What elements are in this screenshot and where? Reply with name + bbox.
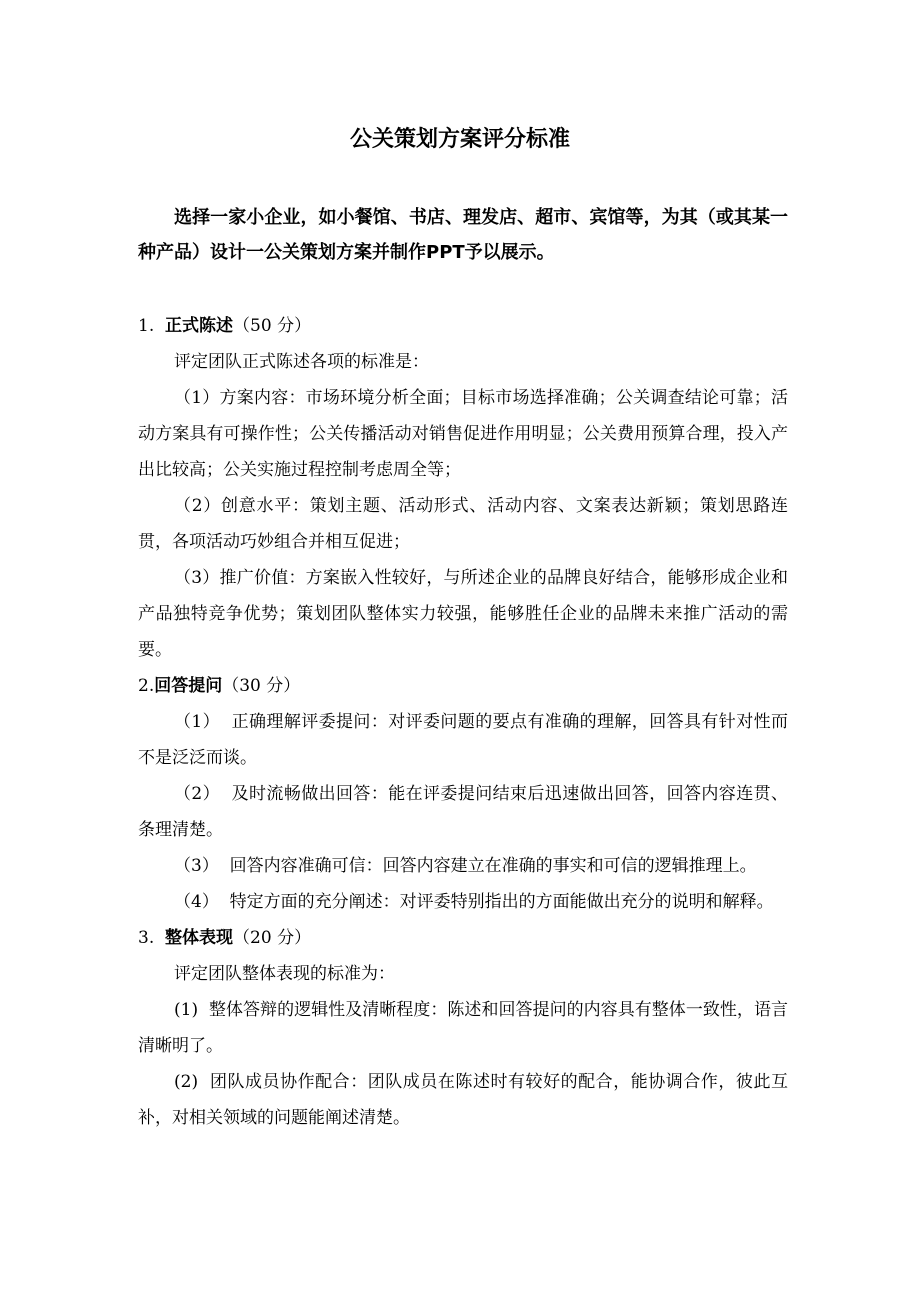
intro-text: 选择一家小企业，如小餐馆、书店、理发店、超市、宾馆等，为其（或其某一种产品）设计一公关策划方案并制作PPT予以展示。 xyxy=(138,207,788,263)
section-number: 3. xyxy=(138,928,166,948)
section-paragraph: 评定团队整体表现的标准为： xyxy=(174,964,395,984)
section-paragraph: （1）方案内容：市场环境分析全面；目标市场选择准确；公关调查结论可靠；活动方案具有可操作性；公关传播活动对销售促进作用明显；公关费用预算合理，投入产出比较高；公关实施过程控制考虑周全等； xyxy=(138,388,788,480)
intro-paragraph xyxy=(138,200,788,270)
section-paragraph: （2） 及时流畅做出回答：能在评委提问结束后迅速做出回答，回答内容连贯、条理清楚。 xyxy=(138,784,788,840)
section-heading-1 xyxy=(138,308,788,344)
section-score: （50 分） xyxy=(233,316,312,336)
section-label: 正式陈述 xyxy=(165,316,234,336)
section-paragraph: （3）推广价值：方案嵌入性较好，与所述企业的品牌良好结合，能够形成企业和产品独特竞争优势；策划团队整体实力较强，能够胜任企业的品牌未来推广活动的需要。 xyxy=(138,568,788,660)
section-label: 回答提问 xyxy=(154,676,223,696)
section-heading-3 xyxy=(138,920,788,956)
section-paragraph: (2) 团队成员协作配合：团队成员在陈述时有较好的配合，能协调合作，彼此互补，对相关领域的问题能阐述清楚。 xyxy=(138,1072,788,1128)
section-paragraph: 评定团队正式陈述各项的标准是： xyxy=(174,352,429,372)
section-label: 整体表现 xyxy=(165,928,234,948)
section-paragraph: （2）创意水平：策划主题、活动形式、活动内容、文案表达新颖；策划思路连贯，各项活动巧妙组合并相互促进； xyxy=(138,496,788,552)
section-number: 2. xyxy=(138,676,155,696)
section-paragraph: （3） 回答内容准确可信：回答内容建立在准确的事实和可信的逻辑推理上。 xyxy=(174,856,757,876)
section-paragraph: (1) 整体答辩的逻辑性及清晰程度：陈述和回答提问的内容具有整体一致性，语言清晰明了。 xyxy=(138,1000,788,1056)
criteria-body xyxy=(138,308,788,1136)
section-paragraph: （4） 特定方面的充分阐述：对评委特别指出的方面能做出充分的说明和解释。 xyxy=(174,892,774,912)
page-title: 公关策划方案评分标准 xyxy=(349,127,570,152)
section-score: （30 分） xyxy=(222,676,301,696)
section-heading-2 xyxy=(138,668,788,704)
section-score: （20 分） xyxy=(233,928,312,948)
section-number: 1. xyxy=(138,316,166,336)
section-paragraph: （1） 正确理解评委提问：对评委问题的要点有准确的理解，回答具有针对性而不是泛泛而谈。 xyxy=(138,712,788,768)
